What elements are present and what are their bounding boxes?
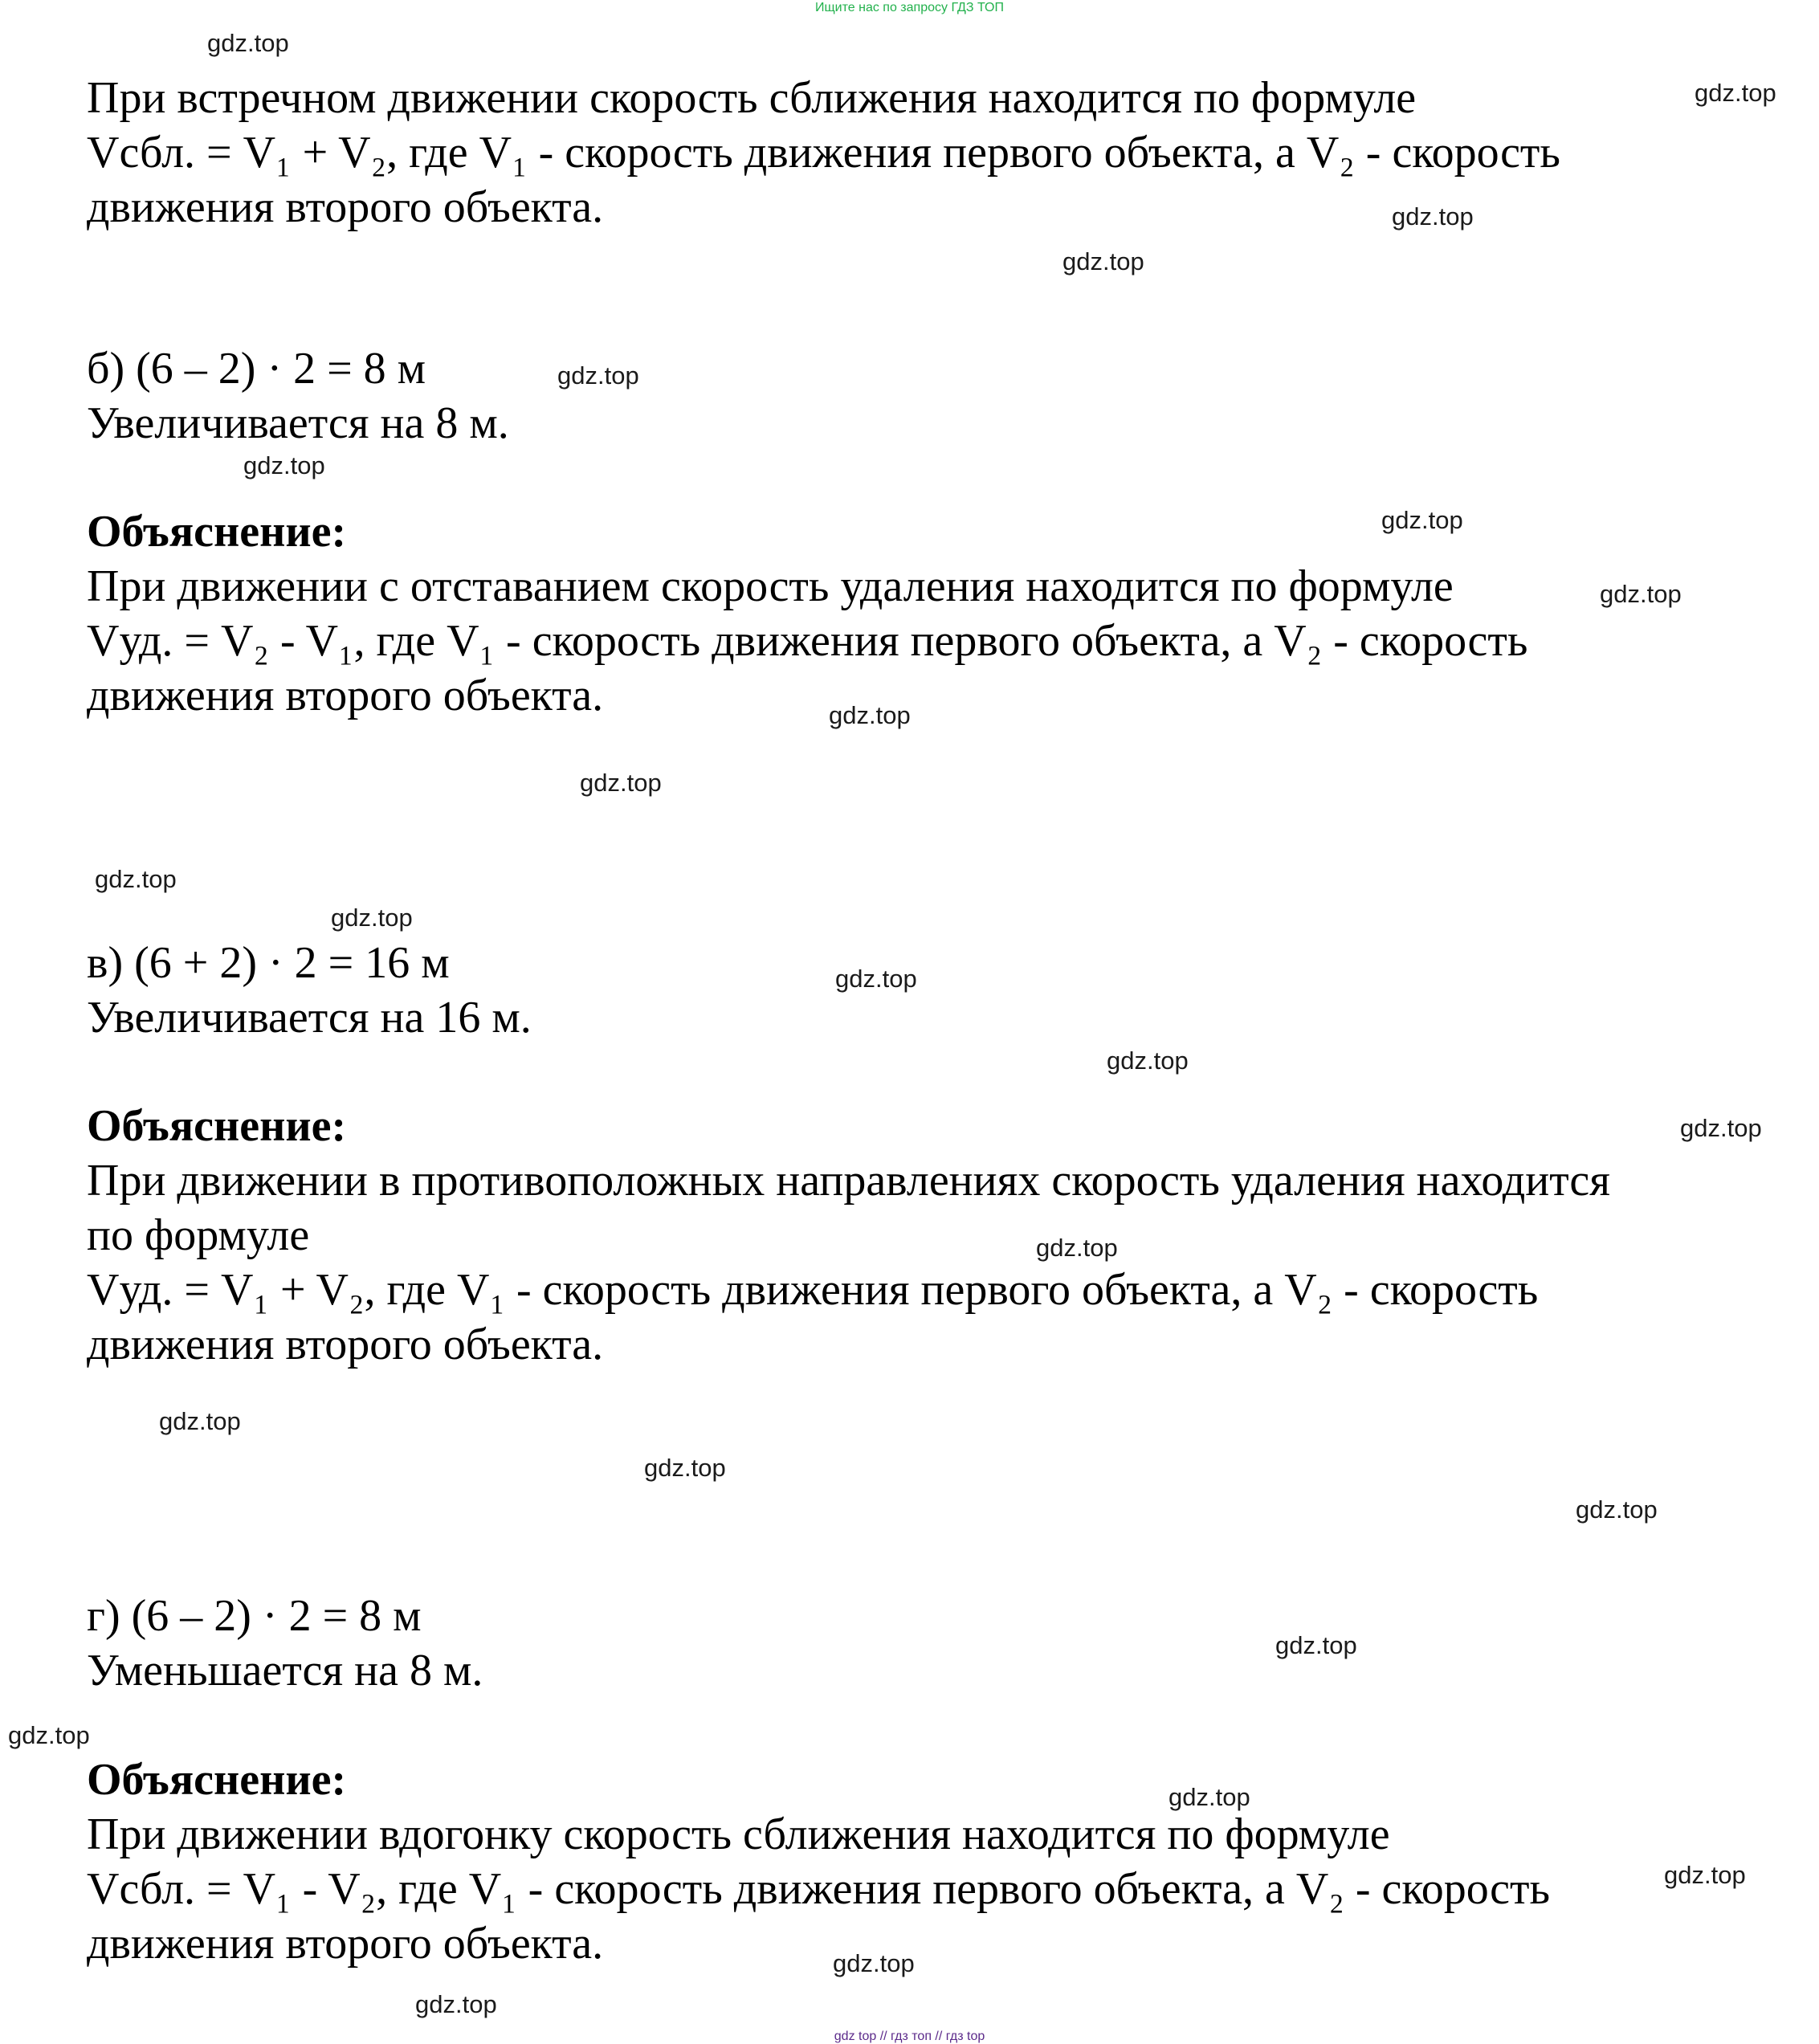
watermark: gdz.top [8,1721,90,1749]
d-explanation-line-1: При движении вдогонку скорость сближения находится по формуле [87,1809,1390,1859]
watermark: gdz.top [95,865,177,893]
watermark: gdz.top [415,1990,497,2018]
watermark: gdz.top [1036,1234,1118,1262]
watermark: gdz.top [1168,1783,1250,1811]
d-equation: г) (6 – 2) · 2 = 8 м [87,1591,422,1641]
watermark: gdz.top [1664,1861,1746,1889]
d-result: Уменьшается на 8 м. [87,1646,483,1695]
watermark: gdz.top [207,29,289,57]
a-explanation-line-2: Vсбл. = V₁ + V₂, где V₁ - скорость движения первого объекта, а V₂ - скорость [87,128,1560,177]
c-result: Увеличивается на 16 м. [87,993,532,1042]
c-explanation-line-1: При движении в противоположных направлениях скорость удаления находится [87,1156,1610,1206]
a-explanation-line-1: При встречном движении скорость сближения находится по формуле [87,73,1417,123]
watermark: gdz.top [829,701,911,729]
b-explanation-line-3: движения второго объекта. [87,671,604,720]
c-explanation-line-4: движения второго объекта. [87,1320,604,1369]
watermark: gdz.top [644,1454,726,1482]
b-result: Увеличивается на 8 м. [87,398,509,448]
b-equation: б) (6 – 2) · 2 = 8 м [87,344,426,394]
b-explanation-line-1: При движении с отставанием скорость удаления находится по формуле [87,561,1454,611]
watermark: gdz.top [331,904,413,932]
top-banner: Ищите нас по запросу ГДЗ ТОП [815,1,1004,14]
c-equation: в) (6 + 2) · 2 = 16 м [87,938,450,988]
watermark: gdz.top [1381,506,1463,534]
watermark: gdz.top [1680,1114,1762,1142]
c-explanation-line-3: Vуд. = V₁ + V₂, где V₁ - скорость движения первого объекта, а V₂ - скорость [87,1265,1539,1315]
watermark: gdz.top [557,361,639,390]
d-explanation-line-3: движения второго объекта. [87,1919,604,1969]
watermark: gdz.top [1275,1631,1357,1659]
watermark: gdz.top [1392,202,1474,231]
watermark: gdz.top [580,769,662,797]
watermark: gdz.top [1600,580,1682,608]
watermark: gdz.top [243,451,325,479]
c-explanation-line-2: по формуле [87,1210,310,1260]
watermark: gdz.top [1695,79,1776,107]
watermark: gdz.top [1062,247,1144,275]
watermark: gdz.top [1576,1495,1658,1524]
c-explanation-heading: Объяснение: [87,1101,347,1151]
b-explanation-heading: Объяснение: [87,507,347,557]
watermark: gdz.top [159,1407,241,1435]
watermark: gdz.top [835,965,917,993]
d-explanation-heading: Объяснение: [87,1755,347,1805]
footer-watermark: gdz top // гдз топ // гдз top [834,2030,985,2043]
a-explanation-line-3: движения второго объекта. [87,182,604,232]
watermark: gdz.top [833,1949,915,1977]
b-explanation-line-2: Vуд. = V₂ - V₁, где V₁ - скорость движения первого объекта, а V₂ - скорость [87,616,1528,666]
watermark: gdz.top [1107,1046,1189,1075]
d-explanation-line-2: Vсбл. = V₁ - V₂, где V₁ - скорость движения первого объекта, а V₂ - скорость [87,1864,1550,1914]
